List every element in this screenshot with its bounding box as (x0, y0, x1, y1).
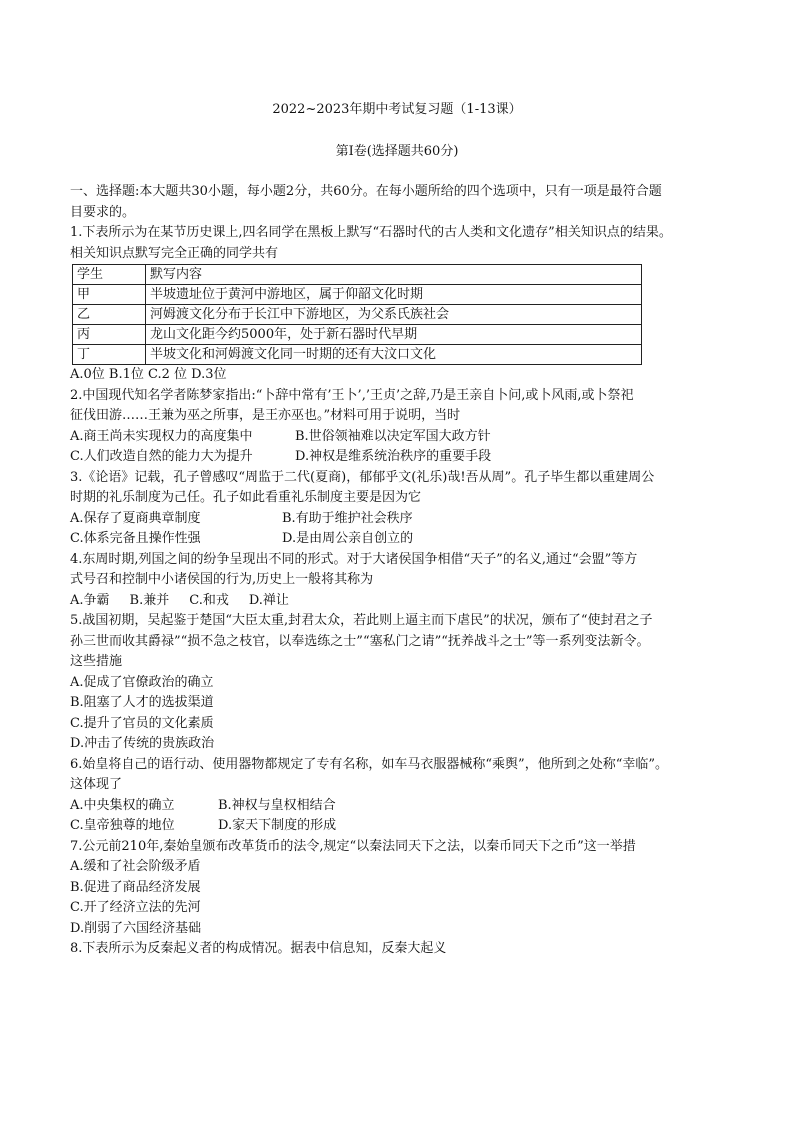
table-row (73, 285, 642, 305)
question-1-stem: 1.下表所示为在某节历史课上,四名同学在黑板上默写“石器时代的古人类和文化遗存”相关知识点的结果。 (70, 225, 672, 240)
question-2-options (70, 447, 730, 468)
question-4-options (70, 591, 730, 612)
option-a: A.保存了夏商典章制度 (70, 510, 201, 526)
option-c: C.和戎 (189, 592, 229, 608)
question-6-options (70, 796, 730, 817)
question-1-stem: 相关知识点默写完全正确的同学共有 (70, 245, 279, 261)
question-6-options (70, 816, 730, 837)
table-cell: 河姆渡文化分布于长江中下游地区，为父系氏族社会 (146, 305, 642, 325)
intro-line: 目要求的。 (70, 204, 136, 220)
option-b: B.有助于维护社会秩序 (282, 510, 413, 526)
table-cell: 乙 (73, 305, 146, 325)
option-d: D.削弱了六国经济基础 (70, 920, 202, 936)
question-4-stem: 式号召和控制中小诸侯国的行为,历史上一般将其称为 (70, 572, 374, 587)
table-cell: 甲 (73, 285, 146, 305)
question-3-stem: 3.《论语》记载，孔子曾感叹“周监于二代(夏商)，郁郁乎文(礼乐)哉!吾从周”。孔子毕生都以重建周公 (70, 469, 655, 485)
option-c: C.提升了官员的文化素质 (70, 715, 214, 731)
option-b: B.促进了商品经济发展 (70, 879, 201, 895)
option-c: C.体系完备且操作性强 (70, 531, 201, 546)
option-d: D.冲击了传统的贵族政治 (70, 736, 215, 751)
table-cell: 丁 (73, 345, 146, 365)
option-a: A.促成了官僚政治的确立 (70, 674, 214, 690)
intro-line: 一、选择题:本大题共30小题，每小题2分，共60分。在每小题所给的四个选项中，只有一项是最符合题 (70, 184, 662, 199)
table-header-cell: 默写内容 (146, 265, 642, 285)
question-5-stem: 孙三世而收其爵禄”“损不急之枝官，以奉选练之士”“塞私门之请”“抚养战斗之士”等一系列变法新令。 (70, 633, 650, 649)
question-5-stem: 5.战国初期，吴起鉴于楚国“大臣太重,封君太众，若此则上逼主而下虐民”的状况，颁布了“使封君之子 (70, 613, 653, 628)
table-header-cell: 学生 (73, 265, 146, 285)
table-cell: 丙 (73, 325, 146, 345)
option-a: A.商王尚未实现权力的高度集中 (70, 428, 253, 444)
question-5-stem: 这些措施 (70, 654, 123, 669)
question-3-options (70, 529, 730, 550)
question-6-stem: 6.始皇将自己的语行动、使用器物都规定了专有名称，如车马衣服器械称“乘舆”，他所到之处称“幸临”。 (70, 756, 668, 772)
option-c: C.人们改造自然的能力大为提升 (70, 449, 253, 464)
option-d: D.禅让 (248, 592, 289, 608)
option-b: B.世俗领袖难以决定军国大政方针 (295, 428, 491, 444)
option-a: A.争霸 (70, 592, 110, 608)
question-8-stem: 8.下表所示为反秦起义者的构成情况。据表中信息知，反秦大起义 (70, 941, 447, 956)
question-1-table (72, 264, 642, 365)
question-2-stem: 征伐田游……王兼为巫之所事，是王亦巫也。”材料可用于说明，当时 (70, 408, 461, 423)
question-2-options (70, 427, 730, 448)
question-3-stem: 时期的礼乐制度为己任。孔子如此看重礼乐制度主要是因为它 (70, 490, 422, 505)
option-b: B.阻塞了人才的选拔渠道 (70, 695, 214, 710)
option-b: B.神权与皇权相结合 (218, 797, 336, 813)
table-header-row (73, 265, 642, 285)
question-2-stem: 2.中国现代知名学者陈梦家指出:“卜辞中常有’王卜’,’王贞’之辞,乃是王亲自卜问,或卜风雨,或卜祭祀 (70, 387, 634, 403)
option-c: C.皇帝独尊的地位 (70, 818, 175, 833)
question-4-stem: 4.东周时期,列国之间的纷争呈现出不同的形式。对于大诸侯国争相借“天子”的名义,通过“会盟”等方 (70, 551, 638, 567)
question-1-options: A.0位 B.1位 C.2 位 D.3位 (70, 367, 227, 382)
option-a: A.缓和了社会阶级矛盾 (70, 859, 201, 874)
question-6-stem: 这体现了 (70, 777, 123, 792)
table-row (73, 305, 642, 325)
option-a: A.中央集权的确立 (70, 797, 175, 813)
section-title: 第Ⅰ卷(选择题共60分) (335, 144, 459, 159)
table-row (73, 345, 642, 365)
question-list (70, 182, 730, 960)
table-cell: 半坡遗址位于黄河中游地区，属于仰韶文化时期 (146, 285, 642, 305)
table-cell: 龙山文化距今约5000年，处于新石器时代早期 (146, 325, 642, 345)
table-row (73, 325, 642, 345)
option-b: B.兼并 (129, 592, 170, 608)
option-d: D.是由周公亲自创立的 (282, 531, 414, 546)
table-cell: 半坡文化和河姆渡文化同一时期的还有大汶口文化 (146, 345, 642, 365)
page-title: 2022~2023年期中考试复习题（1-13课） (272, 102, 522, 117)
question-3-options (70, 509, 730, 530)
question-7-stem: 7.公元前210年,秦始皇颁布改革货币的法令,规定“以秦法同天下之法，以秦币同天下之币”这一举措 (70, 838, 636, 854)
option-d: D.家天下制度的形成 (218, 818, 337, 833)
option-c: C.开了经济立法的先河 (70, 900, 201, 915)
option-d: D.神权是维系统治秩序的重要手段 (295, 449, 492, 464)
